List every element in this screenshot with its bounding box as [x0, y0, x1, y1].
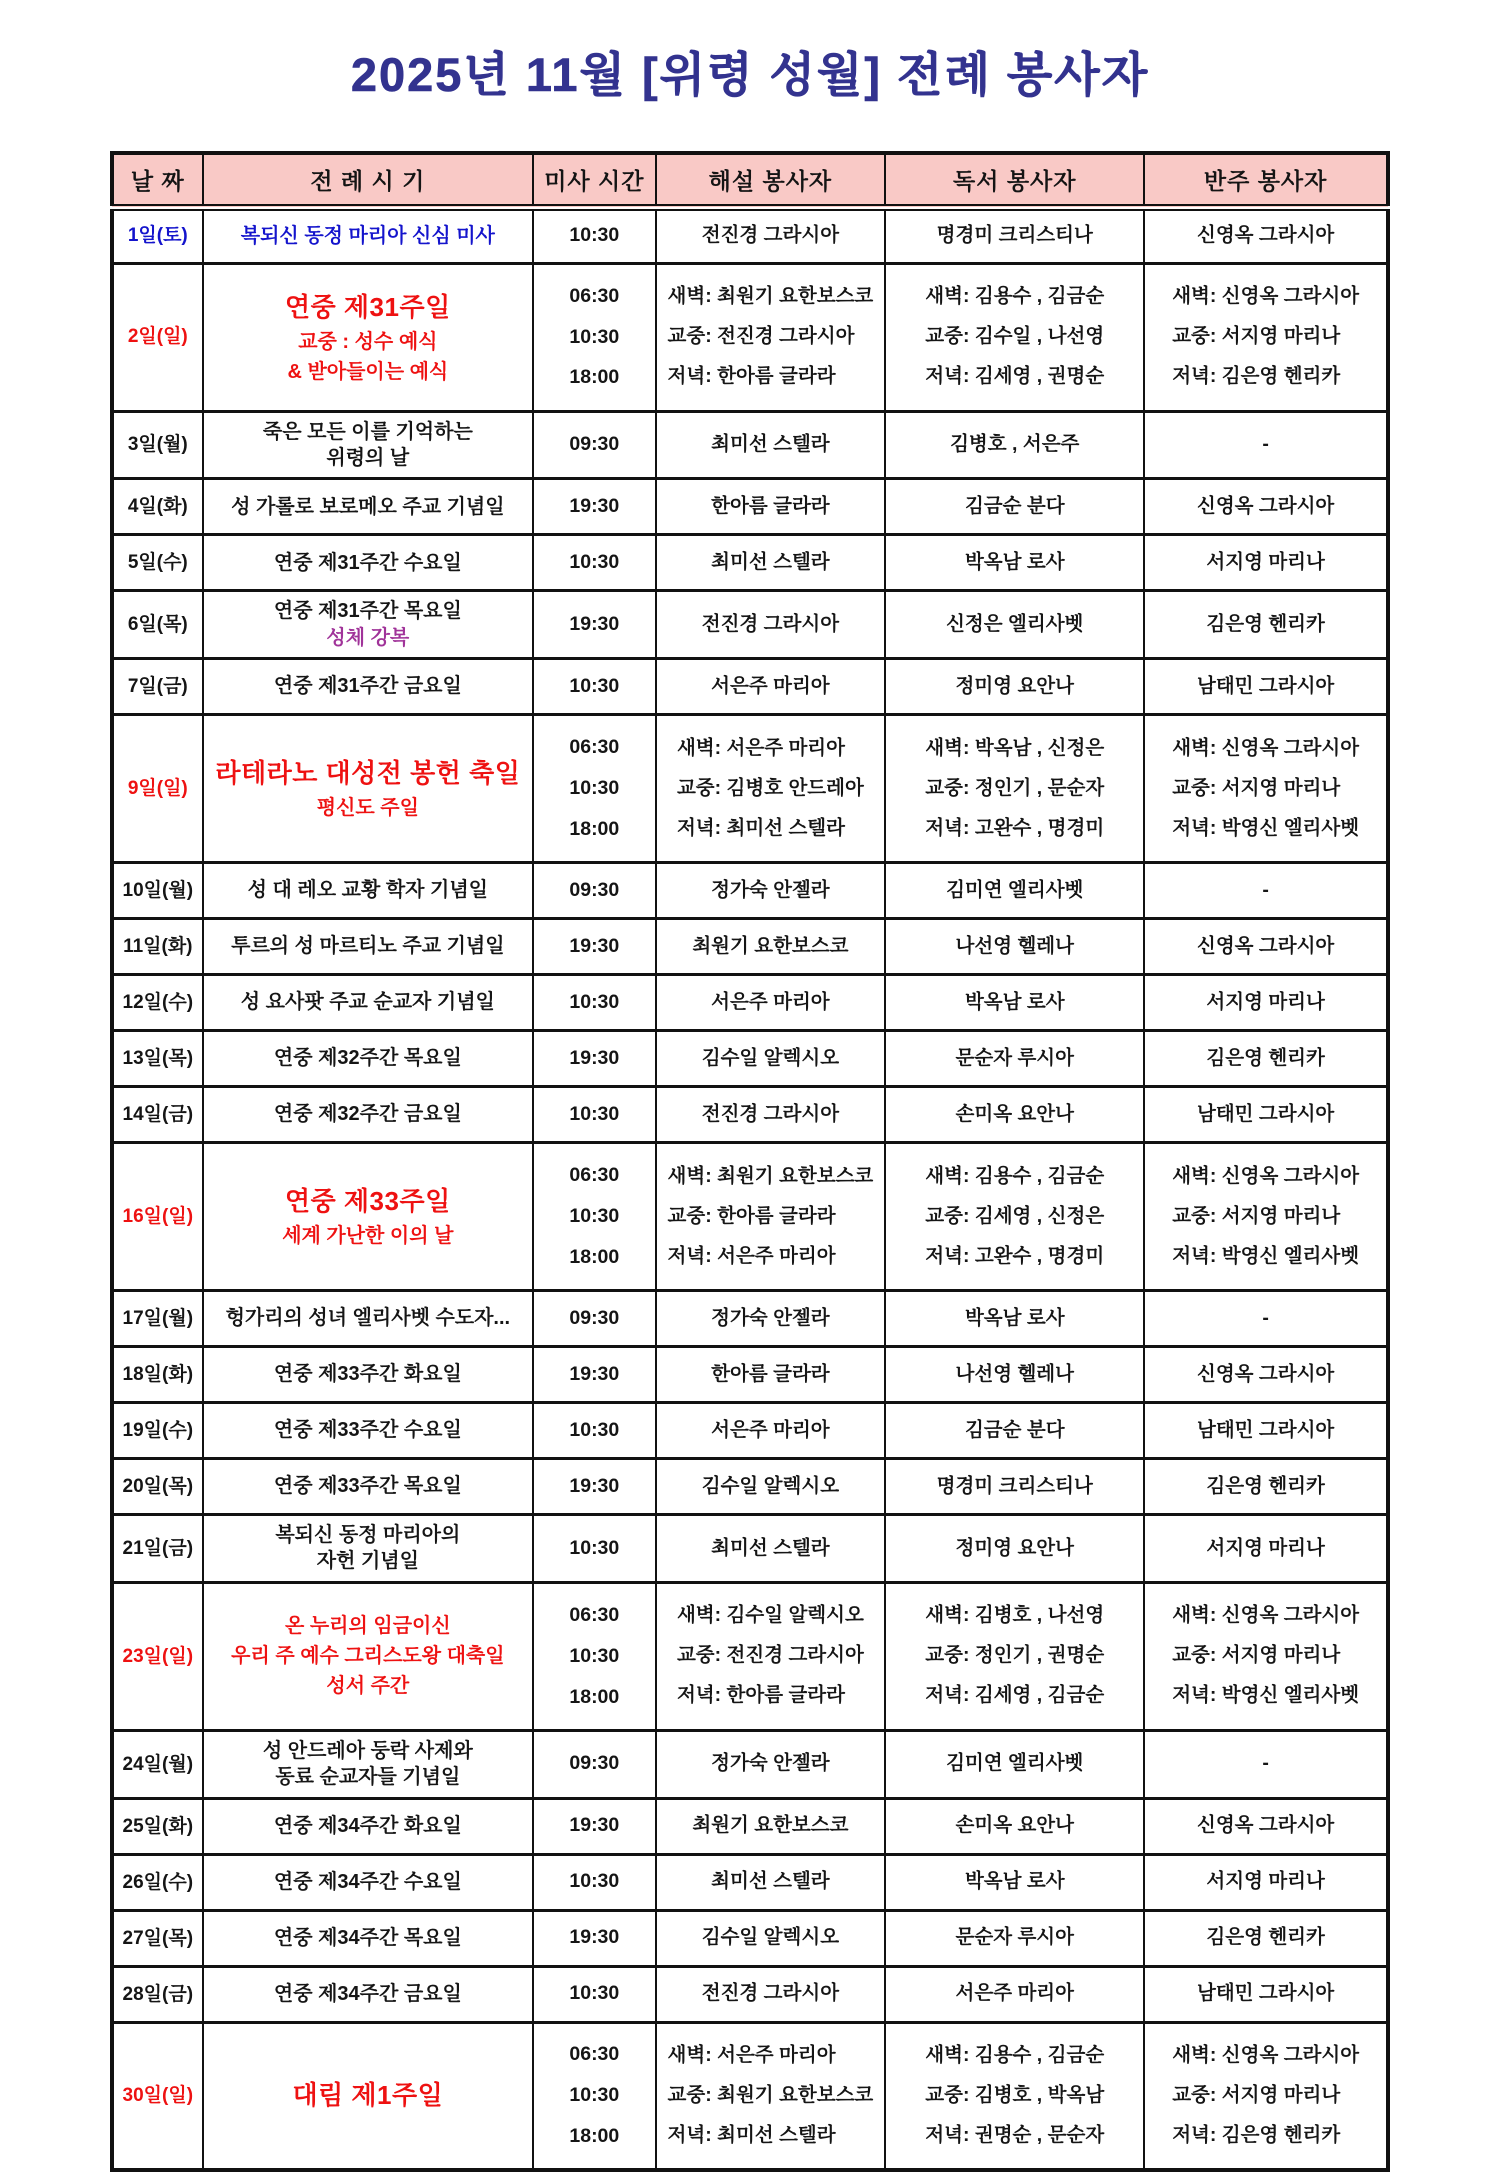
reader-cell: 문순자 루시아: [885, 1031, 1144, 1087]
accompanist-cell: 신영옥 그라시아: [1144, 207, 1388, 263]
table-row: [112, 411, 1388, 479]
table-row: [112, 1582, 1388, 1730]
commentator-cell: 정가숙 안젤라: [656, 1730, 886, 1798]
mass-time-cell: 09:30: [533, 1730, 655, 1798]
liturgy-cell: 성 대 레오 교황 학자 기념일: [203, 863, 533, 919]
reader-cell: 박옥남 로사: [885, 1854, 1144, 1910]
liturgy-cell: 연중 제34주간 목요일: [203, 1910, 533, 1966]
mass-time-cell: 09:30: [533, 863, 655, 919]
mass-time-cell: 19:30: [533, 479, 655, 535]
date-cell: 9일(일): [112, 715, 203, 863]
date-cell: 30일(일): [112, 2022, 203, 2170]
commentator-cell: 최미선 스텔라: [656, 411, 886, 479]
liturgy-cell: 투르의 성 마르티노 주교 기념일: [203, 919, 533, 975]
liturgy-cell: 온 누리의 임금이신 우리 주 예수 그리스도왕 대축일 성서 주간: [203, 1582, 533, 1730]
reader-cell: 나선영 헬레나: [885, 1347, 1144, 1403]
table-row: [112, 1143, 1388, 1291]
reader-cell: 정미영 요안나: [885, 659, 1144, 715]
page-title: 2025년 11월 [위령 성월] 전례 봉사자: [350, 48, 1150, 101]
reader-cell: 문순자 루시아: [885, 1910, 1144, 1966]
schedule-table: [110, 151, 1390, 2172]
commentator-cell: 전진경 그라시아: [656, 1087, 886, 1143]
mass-time-cell: 19:30: [533, 1910, 655, 1966]
liturgy-cell: 연중 제34주간 금요일: [203, 1966, 533, 2022]
mass-time-cell: 09:30: [533, 411, 655, 479]
table-row: [112, 1910, 1388, 1966]
mass-time-cell: 10:30: [533, 1966, 655, 2022]
accompanist-cell: 서지영 마리나: [1144, 1854, 1388, 1910]
date-cell: 24일(월): [112, 1730, 203, 1798]
table-row: [112, 1087, 1388, 1143]
accompanist-cell: 새벽: 신영옥 그라시아 교중: 서지영 마리나 저녁: 김은영 헨리카: [1144, 2022, 1388, 2170]
mass-time-cell: 19:30: [533, 1798, 655, 1854]
reader-cell: 신정은 엘리사벳: [885, 591, 1144, 659]
table-row: [112, 1291, 1388, 1347]
schedule-table-body: [112, 207, 1388, 2170]
accompanist-cell: 남태민 그라시아: [1144, 1966, 1388, 2022]
table-row: [112, 1403, 1388, 1459]
reader-cell: 손미옥 요안나: [885, 1087, 1144, 1143]
table-row: [112, 1730, 1388, 1798]
date-cell: 27일(목): [112, 1910, 203, 1966]
table-row: [112, 919, 1388, 975]
mass-time-cell: 10:30: [533, 1403, 655, 1459]
reader-cell: 새벽: 김용수 , 김금순 교중: 김수일 , 나선영 저녁: 김세영 , 권명순: [885, 263, 1144, 411]
commentator-cell: 새벽: 서은주 마리아 교중: 김병호 안드레아 저녁: 최미선 스텔라: [656, 715, 886, 863]
commentator-cell: 전진경 그라시아: [656, 591, 886, 659]
liturgy-cell: 헝가리의 성녀 엘리사벳 수도자...: [203, 1291, 533, 1347]
reader-cell: 김미연 엘리사벳: [885, 863, 1144, 919]
liturgy-cell: 연중 제33주간 화요일: [203, 1347, 533, 1403]
liturgy-cell: 연중 제31주간 수요일: [203, 535, 533, 591]
reader-cell: 새벽: 박옥남 , 신정은 교중: 정인기 , 문순자 저녁: 고완수 , 명경미: [885, 715, 1144, 863]
commentator-cell: 전진경 그라시아: [656, 207, 886, 263]
liturgy-cell: 연중 제31주간 목요일 성체 강복: [203, 591, 533, 659]
commentator-cell: 새벽: 서은주 마리아 교중: 최원기 요한보스코 저녁: 최미선 스텔라: [656, 2022, 886, 2170]
date-cell: 19일(수): [112, 1403, 203, 1459]
liturgy-cell: 연중 제34주간 화요일: [203, 1798, 533, 1854]
table-row: [112, 863, 1388, 919]
accompanist-cell: 서지영 마리나: [1144, 1515, 1388, 1583]
liturgy-cell: 연중 제34주간 수요일: [203, 1854, 533, 1910]
date-cell: 14일(금): [112, 1087, 203, 1143]
mass-time-cell: 10:30: [533, 659, 655, 715]
reader-cell: 명경미 크리스티나: [885, 1459, 1144, 1515]
liturgy-cell: 연중 제33주간 수요일: [203, 1403, 533, 1459]
mass-time-cell: 06:30 10:30 18:00: [533, 1143, 655, 1291]
table-row: [112, 1854, 1388, 1910]
accompanist-cell: 새벽: 신영옥 그라시아 교중: 서지영 마리나 저녁: 김은영 헨리카: [1144, 263, 1388, 411]
accompanist-cell: 김은영 헨리카: [1144, 1910, 1388, 1966]
liturgy-cell: 연중 제33주간 목요일: [203, 1459, 533, 1515]
table-row: [112, 1966, 1388, 2022]
accompanist-cell: 새벽: 신영옥 그라시아 교중: 서지영 마리나 저녁: 박영신 엘리사벳: [1144, 715, 1388, 863]
table-header: [112, 153, 1388, 207]
reader-cell: 새벽: 김병호 , 나선영 교중: 정인기 , 권명순 저녁: 김세영 , 김금순: [885, 1582, 1144, 1730]
commentator-cell: 최미선 스텔라: [656, 535, 886, 591]
commentator-cell: 최미선 스텔라: [656, 1515, 886, 1583]
table-row: [112, 1459, 1388, 1515]
header-row: [112, 153, 1388, 207]
commentator-cell: 최미선 스텔라: [656, 1854, 886, 1910]
liturgy-cell: 라테라노 대성전 봉헌 축일 평신도 주일: [203, 715, 533, 863]
commentator-cell: 정가숙 안젤라: [656, 1291, 886, 1347]
accompanist-cell: 김은영 헨리카: [1144, 591, 1388, 659]
reader-cell: 김금순 분다: [885, 1403, 1144, 1459]
mass-time-cell: 06:30 10:30 18:00: [533, 2022, 655, 2170]
header-liturgy: 전 례 시 기: [203, 153, 533, 207]
date-cell: 17일(월): [112, 1291, 203, 1347]
liturgy-cell: 죽은 모든 이를 기억하는 위령의 날: [203, 411, 533, 479]
commentator-cell: 서은주 마리아: [656, 975, 886, 1031]
mass-time-cell: 19:30: [533, 1031, 655, 1087]
reader-cell: 김금순 분다: [885, 479, 1144, 535]
reader-cell: 나선영 헬레나: [885, 919, 1144, 975]
table-row: [112, 1031, 1388, 1087]
date-cell: 13일(목): [112, 1031, 203, 1087]
date-cell: 28일(금): [112, 1966, 203, 2022]
accompanist-cell: 남태민 그라시아: [1144, 1087, 1388, 1143]
liturgy-cell: 성 안드레아 둥락 사제와 동료 순교자들 기념일: [203, 1730, 533, 1798]
header-commentator: 해설 봉사자: [656, 153, 886, 207]
accompanist-cell: 새벽: 신영옥 그라시아 교중: 서지영 마리나 저녁: 박영신 엘리사벳: [1144, 1582, 1388, 1730]
commentator-cell: 한아름 글라라: [656, 1347, 886, 1403]
mass-time-cell: 09:30: [533, 1291, 655, 1347]
reader-cell: 손미옥 요안나: [885, 1798, 1144, 1854]
table-row: [112, 715, 1388, 863]
mass-time-cell: 10:30: [533, 535, 655, 591]
accompanist-cell: 김은영 헨리카: [1144, 1459, 1388, 1515]
reader-cell: 정미영 요안나: [885, 1515, 1144, 1583]
date-cell: 18일(화): [112, 1347, 203, 1403]
mass-time-cell: 06:30 10:30 18:00: [533, 715, 655, 863]
mass-time-cell: 10:30: [533, 1515, 655, 1583]
commentator-cell: 김수일 알렉시오: [656, 1910, 886, 1966]
commentator-cell: 김수일 알렉시오: [656, 1459, 886, 1515]
table-row: [112, 1347, 1388, 1403]
mass-time-cell: 19:30: [533, 1347, 655, 1403]
header-reader: 독서 봉사자: [885, 153, 1144, 207]
mass-time-cell: 10:30: [533, 207, 655, 263]
accompanist-cell: -: [1144, 1730, 1388, 1798]
accompanist-cell: 신영옥 그라시아: [1144, 1347, 1388, 1403]
date-cell: 5일(수): [112, 535, 203, 591]
table-row: [112, 535, 1388, 591]
date-cell: 11일(화): [112, 919, 203, 975]
commentator-cell: 서은주 마리아: [656, 659, 886, 715]
reader-cell: 새벽: 김용수 , 김금순 교중: 김세영 , 신정은 저녁: 고완수 , 명경미: [885, 1143, 1144, 1291]
liturgy-cell: 복되신 동정 마리아의 자헌 기념일: [203, 1515, 533, 1583]
accompanist-cell: 남태민 그라시아: [1144, 659, 1388, 715]
table-row: [112, 591, 1388, 659]
date-cell: 6일(목): [112, 591, 203, 659]
mass-time-cell: 19:30: [533, 1459, 655, 1515]
date-cell: 25일(화): [112, 1798, 203, 1854]
date-cell: 12일(수): [112, 975, 203, 1031]
liturgy-cell: 연중 제31주간 금요일: [203, 659, 533, 715]
liturgy-cell: 성 가롤로 보로메오 주교 기념일: [203, 479, 533, 535]
date-cell: 26일(수): [112, 1854, 203, 1910]
table-row: [112, 479, 1388, 535]
accompanist-cell: 신영옥 그라시아: [1144, 1798, 1388, 1854]
commentator-cell: 한아름 글라라: [656, 479, 886, 535]
mass-time-cell: 10:30: [533, 1854, 655, 1910]
date-cell: 2일(일): [112, 263, 203, 411]
liturgy-cell: 연중 제32주간 목요일: [203, 1031, 533, 1087]
commentator-cell: 새벽: 김수일 알렉시오 교중: 전진경 그라시아 저녁: 한아름 글라라: [656, 1582, 886, 1730]
accompanist-cell: 김은영 헨리카: [1144, 1031, 1388, 1087]
accompanist-cell: -: [1144, 1291, 1388, 1347]
accompanist-cell: 서지영 마리나: [1144, 975, 1388, 1031]
reader-cell: 서은주 마리아: [885, 1966, 1144, 2022]
mass-time-cell: 19:30: [533, 919, 655, 975]
date-cell: 3일(월): [112, 411, 203, 479]
reader-cell: 새벽: 김용수 , 김금순 교중: 김병호 , 박옥남 저녁: 권명순 , 문순자: [885, 2022, 1144, 2170]
date-cell: 10일(월): [112, 863, 203, 919]
table-row: [112, 263, 1388, 411]
reader-cell: 박옥남 로사: [885, 1291, 1144, 1347]
header-mass-time: 미사 시간: [533, 153, 655, 207]
accompanist-cell: 신영옥 그라시아: [1144, 479, 1388, 535]
date-cell: 1일(토): [112, 207, 203, 263]
header-accompanist: 반주 봉사자: [1144, 153, 1388, 207]
liturgy-cell: 연중 제33주일 세계 가난한 이의 날: [203, 1143, 533, 1291]
header-date: 날 짜: [112, 153, 203, 207]
commentator-cell: 전진경 그라시아: [656, 1966, 886, 2022]
date-cell: 23일(일): [112, 1582, 203, 1730]
commentator-cell: 최원기 요한보스코: [656, 1798, 886, 1854]
date-cell: 7일(금): [112, 659, 203, 715]
commentator-cell: 서은주 마리아: [656, 1403, 886, 1459]
date-cell: 4일(화): [112, 479, 203, 535]
table-row: [112, 975, 1388, 1031]
table-row: [112, 1798, 1388, 1854]
reader-cell: 박옥남 로사: [885, 975, 1144, 1031]
table-row: [112, 1515, 1388, 1583]
commentator-cell: 최원기 요한보스코: [656, 919, 886, 975]
commentator-cell: 새벽: 최원기 요한보스코 교중: 전진경 그라시아 저녁: 한아름 글라라: [656, 263, 886, 411]
liturgy-cell: 복되신 동정 마리아 신심 미사: [203, 207, 533, 263]
reader-cell: 김병호 , 서은주: [885, 411, 1144, 479]
mass-time-cell: 06:30 10:30 18:00: [533, 263, 655, 411]
mass-time-cell: 19:30: [533, 591, 655, 659]
commentator-cell: 김수일 알렉시오: [656, 1031, 886, 1087]
commentator-cell: 새벽: 최원기 요한보스코 교중: 한아름 글라라 저녁: 서은주 마리아: [656, 1143, 886, 1291]
accompanist-cell: 신영옥 그라시아: [1144, 919, 1388, 975]
accompanist-cell: 서지영 마리나: [1144, 535, 1388, 591]
table-row: [112, 2022, 1388, 2170]
accompanist-cell: -: [1144, 411, 1388, 479]
table-row: [112, 207, 1388, 263]
date-cell: 20일(목): [112, 1459, 203, 1515]
mass-time-cell: 06:30 10:30 18:00: [533, 1582, 655, 1730]
liturgy-cell: 연중 제32주간 금요일: [203, 1087, 533, 1143]
accompanist-cell: 새벽: 신영옥 그라시아 교중: 서지영 마리나 저녁: 박영신 엘리사벳: [1144, 1143, 1388, 1291]
liturgy-cell: 대림 제1주일: [203, 2022, 533, 2170]
liturgy-cell: 성 요사팟 주교 순교자 기념일: [203, 975, 533, 1031]
date-cell: 16일(일): [112, 1143, 203, 1291]
reader-cell: 박옥남 로사: [885, 535, 1144, 591]
commentator-cell: 정가숙 안젤라: [656, 863, 886, 919]
accompanist-cell: -: [1144, 863, 1388, 919]
table-row: [112, 659, 1388, 715]
liturgy-cell: 연중 제31주일 교중 : 성수 예식 & 받아들이는 예식: [203, 263, 533, 411]
reader-cell: 명경미 크리스티나: [885, 207, 1144, 263]
reader-cell: 김미연 엘리사벳: [885, 1730, 1144, 1798]
schedule-table-container: [110, 151, 1390, 2172]
accompanist-cell: 남태민 그라시아: [1144, 1403, 1388, 1459]
date-cell: 21일(금): [112, 1515, 203, 1583]
mass-time-cell: 10:30: [533, 975, 655, 1031]
mass-time-cell: 10:30: [533, 1087, 655, 1143]
